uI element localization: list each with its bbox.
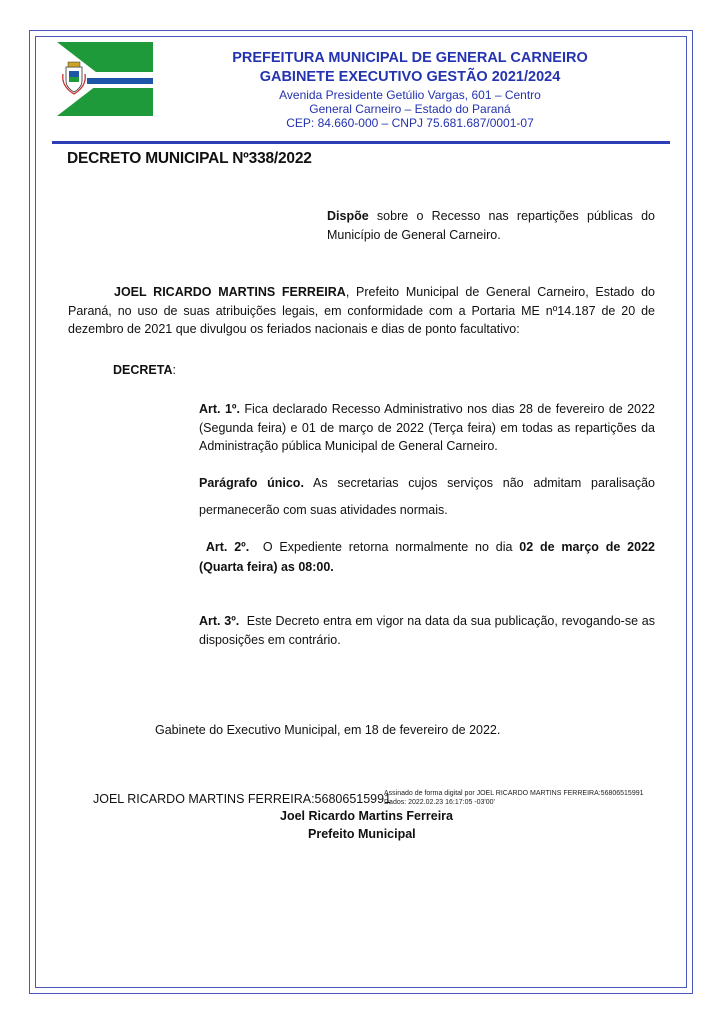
- signatory-name: Joel Ricardo Martins Ferreira: [280, 809, 453, 823]
- header-cep-cnpj: CEP: 84.660-000 – CNPJ 75.681.687/0001-07: [286, 116, 534, 130]
- decree-summary: Dispõe sobre o Recesso nas repartições públicas do Município de General Carneiro.: [327, 209, 655, 242]
- header-line-2: GABINETE EXECUTIVO GESTÃO 2021/2024: [259, 69, 561, 85]
- digital-signature-note: Assinado de forma digital por JOEL RICARDO MARTINS FERREIRA:56806515991 Dados: 2022.02.23 16:17:05 -03'00': [384, 790, 644, 806]
- signatory-role: Prefeito Municipal: [308, 827, 416, 841]
- decreta-heading: DECRETA:: [113, 363, 176, 377]
- municipal-flag-icon: [57, 42, 153, 116]
- header-divider: [52, 141, 670, 144]
- article-1: Art. 1º. Fica declarado Recesso Administrativo nos dias 28 de fevereiro de 2022 (Segunda feira) e 01 de março de 2022 (Terça feira) em todas as repartições da Administração pública Municipal de General Carneiro.: [199, 402, 655, 453]
- decree-title: DECRETO MUNICIPAL Nº338/2022: [67, 150, 312, 167]
- header-line-1: PREFEITURA MUNICIPAL DE GENERAL CARNEIRO: [232, 50, 588, 66]
- digital-signature-name: JOEL RICARDO MARTINS FERREIRA:56806515991: [93, 792, 392, 806]
- decree-intro: JOEL RICARDO MARTINS FERREIRA, Prefeito Municipal de General Carneiro, Estado do Paraná, no uso de suas atribuições legais, em conformidade com a Portaria ME nº14.187 de 20 de dezembro de 2021 que divulgou os feriados nacionais e dias de ponto facultativo:: [68, 285, 655, 336]
- header-city: General Carneiro – Estado do Paraná: [309, 102, 511, 116]
- closing-statement: Gabinete do Executivo Municipal, em 18 de fevereiro de 2022.: [155, 723, 501, 737]
- paragraph-unico: Parágrafo único. As secretarias cujos serviços não admitam paralisação permanecerão com suas atividades normais.: [199, 476, 655, 517]
- article-3: Art. 3º. Este Decreto entra em vigor na data da sua publicação, revogando-se as disposições em contrário.: [199, 614, 659, 647]
- header-address: Avenida Presidente Getúlio Vargas, 601 – Centro: [279, 88, 541, 102]
- article-2: Art. 2º. O Expediente retorna normalmente no dia 02 de março de 2022 (Quarta feira) as 08:00.: [199, 540, 655, 574]
